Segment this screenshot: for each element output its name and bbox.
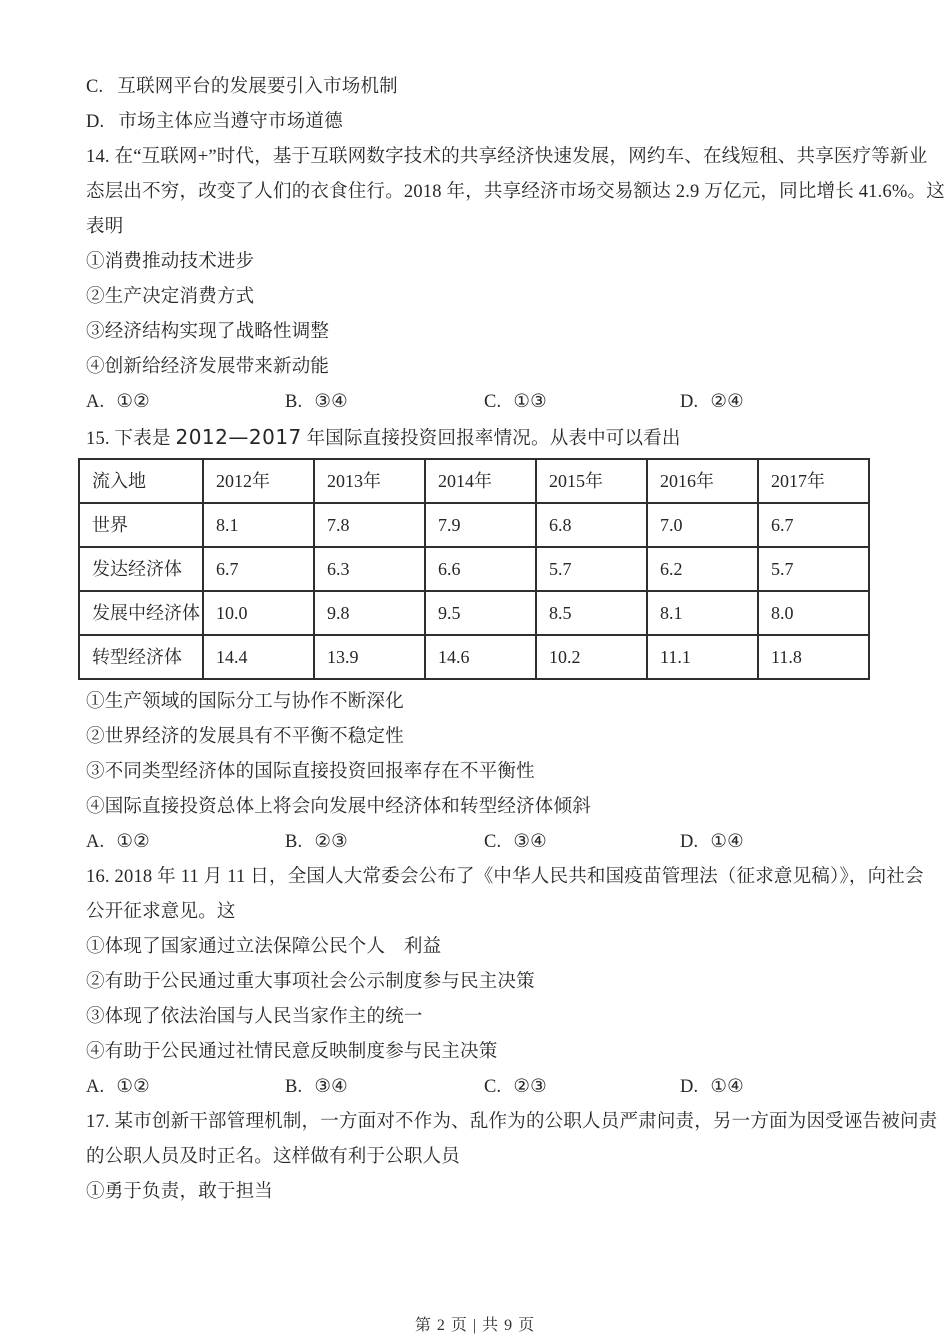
cell: 8.1 (647, 591, 758, 635)
q14-choice-a: A. ①② (86, 392, 150, 412)
option-c-text: 互联网平台的发展要引入市场机制 (117, 77, 398, 97)
question-17-line-2: 的公职人员及时正名。这样做有利于公职人员 (86, 1147, 461, 1167)
q15-stem-years: 2012—2017 (175, 425, 302, 449)
table-header-cell: 2017年 (758, 459, 869, 503)
cell: 5.7 (758, 547, 869, 591)
table-row (79, 635, 869, 679)
table-row (79, 503, 869, 547)
q14-choice-d: D. ②④ (680, 392, 744, 412)
q15-choice-d: D. ①④ (680, 832, 744, 852)
row-label: 转型经济体 (79, 635, 203, 679)
q15-stem-prefix: 15. 下表是 (86, 429, 176, 449)
option-c-label: C. (86, 77, 104, 97)
table-row (79, 591, 869, 635)
cell: 8.0 (758, 591, 869, 635)
row-label: 发达经济体 (79, 547, 203, 591)
cell: 11.8 (758, 635, 869, 679)
q16-item-1: ①体现了国家通过立法保障公民个人 利益 (86, 937, 442, 957)
row-label: 发展中经济体 (79, 591, 203, 635)
cell: 13.9 (314, 635, 425, 679)
q15-item-3: ③不同类型经济体的国际直接投资回报率存在不平衡性 (86, 762, 535, 782)
investment-return-table (78, 458, 870, 680)
table-header-row (79, 459, 869, 503)
cell: 10.0 (203, 591, 314, 635)
option-d-text: 市场主体应当遵守市场道德 (118, 112, 343, 132)
cell: 6.7 (758, 503, 869, 547)
q15-choice-b: B. ②③ (285, 832, 348, 852)
cell: 6.8 (536, 503, 647, 547)
q16-item-2: ②有助于公民通过重大事项社会公示制度参与民主决策 (86, 972, 535, 992)
q16-item-4: ④有助于公民通过社情民意反映制度参与民主决策 (86, 1042, 498, 1062)
table-header-cell: 2014年 (425, 459, 536, 503)
cell: 9.5 (425, 591, 536, 635)
q16-item-3: ③体现了依法治国与人民当家作主的统一 (86, 1007, 423, 1027)
q15-choice-row (86, 825, 880, 860)
q16-choice-b: B. ③④ (285, 1077, 348, 1097)
question-14-line-1: 14. 在“互联网+”时代，基于互联网数字技术的共享经济快速发展，网约车、在线短租、共享医疗等新业 (86, 147, 928, 167)
q14-item-3: ③经济结构实现了战略性调整 (86, 322, 330, 342)
q14-item-1: ①消费推动技术进步 (86, 252, 255, 272)
q16-choice-c: C. ②③ (484, 1077, 547, 1097)
question-14-line-3: 表明 (86, 217, 124, 237)
question-15-stem (86, 420, 880, 455)
q14-item-4: ④创新给经济发展带来新动能 (86, 357, 330, 377)
cell: 8.5 (536, 591, 647, 635)
cell: 14.4 (203, 635, 314, 679)
q15-item-4: ④国际直接投资总体上将会向发展中经济体和转型经济体倾斜 (86, 797, 591, 817)
cell: 7.9 (425, 503, 536, 547)
q16-choice-d: D. ①④ (680, 1077, 744, 1097)
page-content (86, 70, 945, 1210)
q14-choice-row (86, 385, 880, 420)
question-16-line-1: 16. 2018 年 11 月 11 日，全国人大常委会公布了《中华人民共和国疫苗管理法（征求意见稿）》，向社会 (86, 867, 924, 887)
question-17-line-1: 17. 某市创新干部管理机制，一方面对不作为、乱作为的公职人员严肃问责，另一方面为因受诬告被问责 (86, 1112, 938, 1132)
q15-item-1: ①生产领域的国际分工与协作不断深化 (86, 692, 404, 712)
cell: 8.1 (203, 503, 314, 547)
q15-choice-a: A. ①② (86, 832, 150, 852)
cell: 11.1 (647, 635, 758, 679)
cell: 5.7 (536, 547, 647, 591)
q15-choice-c: C. ③④ (484, 832, 547, 852)
cell: 9.8 (314, 591, 425, 635)
q15-item-2: ②世界经济的发展具有不平衡不稳定性 (86, 727, 404, 747)
option-d (86, 105, 880, 140)
cell: 10.2 (536, 635, 647, 679)
option-c (86, 70, 880, 105)
option-d-label: D. (86, 112, 105, 132)
question-16-line-2: 公开征求意见。这 (86, 902, 236, 922)
table-header-cell: 2012年 (203, 459, 314, 503)
table-header-cell: 2015年 (536, 459, 647, 503)
cell: 6.2 (647, 547, 758, 591)
table-header-cell: 2013年 (314, 459, 425, 503)
cell: 6.3 (314, 547, 425, 591)
cell: 6.6 (425, 547, 536, 591)
q16-choice-row (86, 1070, 880, 1105)
q15-stem-suffix: 年国际直接投资回报率情况。从表中可以看出 (301, 429, 681, 449)
table-header-cell: 2016年 (647, 459, 758, 503)
question-14-line-2: 态层出不穷，改变了人们的衣食住行。2018 年，共享经济市场交易额达 2.9 万亿元，同比增长 41.6%。这 (86, 182, 945, 202)
cell: 14.6 (425, 635, 536, 679)
q14-choice-b: B. ③④ (285, 392, 348, 412)
q16-choice-a: A. ①② (86, 1077, 150, 1097)
row-label: 世界 (79, 503, 203, 547)
table-row (79, 547, 869, 591)
cell: 6.7 (203, 547, 314, 591)
cell: 7.8 (314, 503, 425, 547)
cell: 7.0 (647, 503, 758, 547)
q14-item-2: ②生产决定消费方式 (86, 287, 255, 307)
q14-choice-c: C. ①③ (484, 392, 547, 412)
q17-item-1: ①勇于负责，敢于担当 (86, 1182, 274, 1202)
table-header-cell: 流入地 (79, 459, 203, 503)
page-footer: 第 2 页 | 共 9 页 (414, 1317, 536, 1334)
